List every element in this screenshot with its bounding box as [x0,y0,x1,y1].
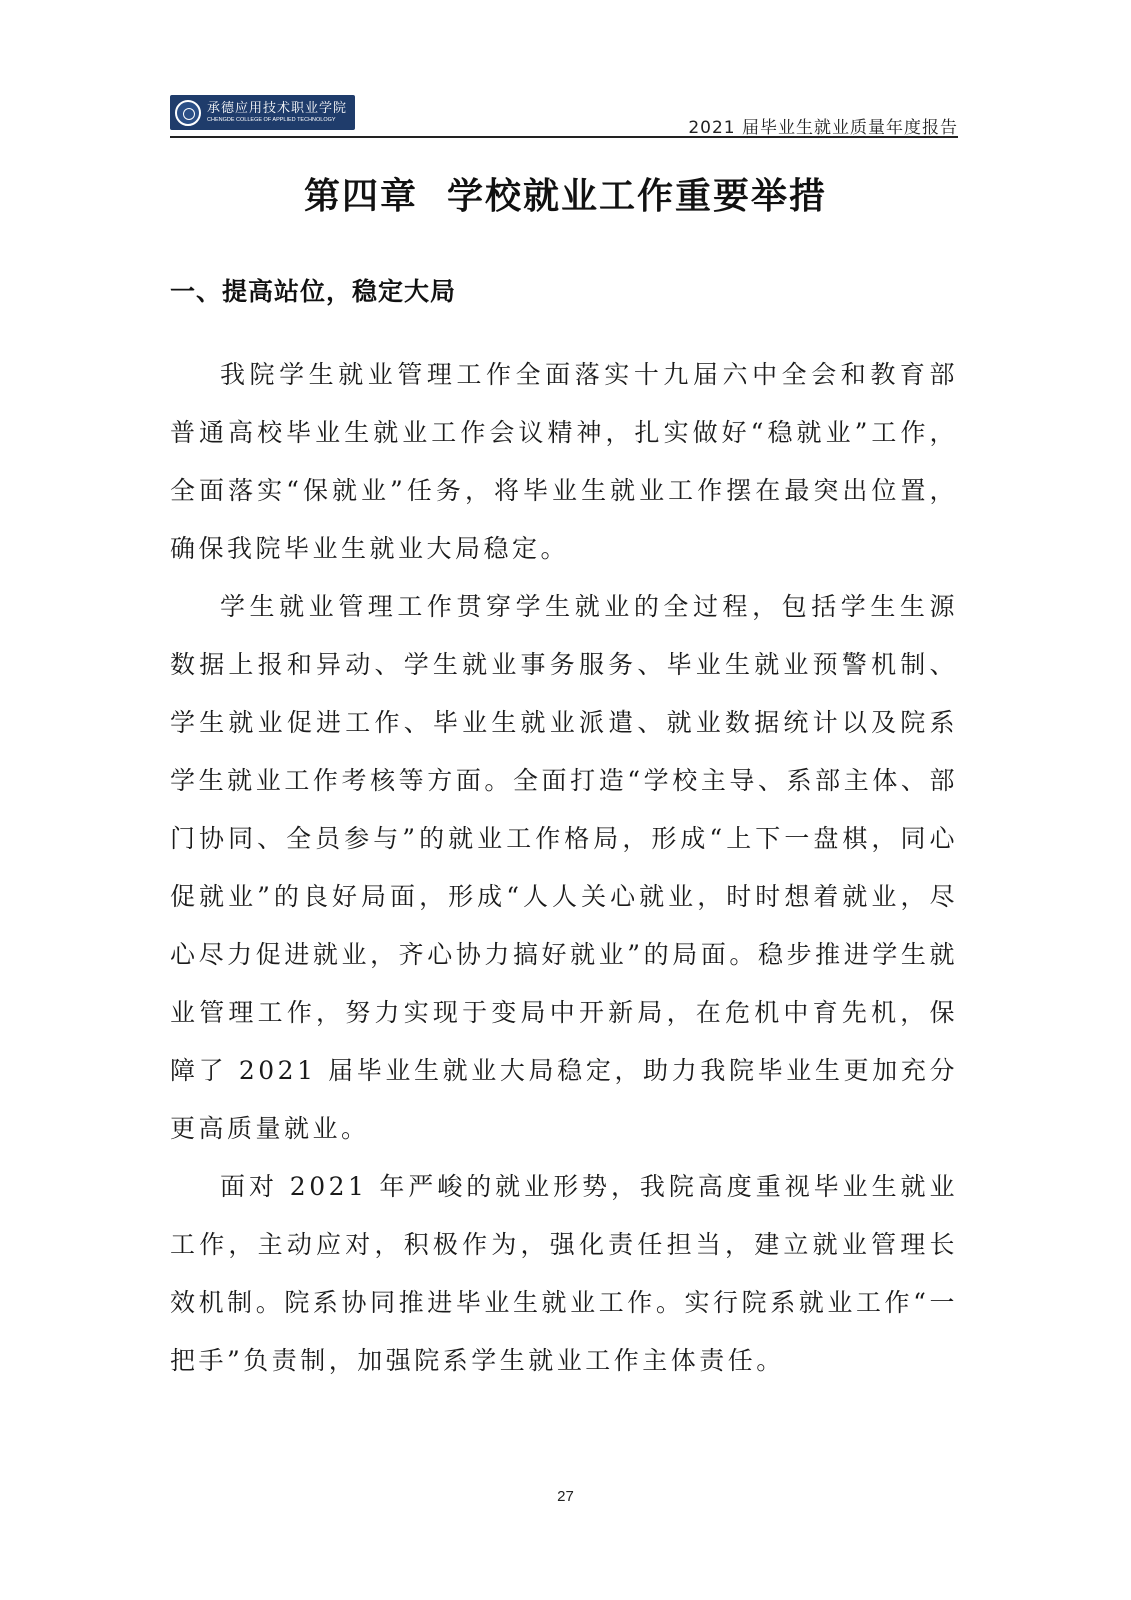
chapter-title: 第四章 学校就业工作重要举措 [303,176,828,217]
college-seal-icon [175,100,201,126]
logo-text [207,102,347,124]
logo-english-name: CHENGDE COLLEGE OF APPLIED TECHNOLOGY [207,116,336,123]
page-number: 27 [557,1488,574,1505]
page-header [170,95,958,138]
section-heading: 一、提高站位，稳定大局 [170,277,457,306]
header-divider [170,136,958,138]
college-logo [170,95,355,130]
paragraph: 面对 2021 年严峻的就业形势，我院高度重视毕业生就业工作，主动应对，积极作为，强化责任担当，建立就业管理长效机制。院系协同推进毕业生就业工作。实行院系就业工作“一把手”负责制，加强院系学生就业工作主体责任。 [170,1172,958,1375]
paragraph: 学生就业管理工作贯穿学生就业的全过程，包括学生生源数据上报和异动、学生就业事务服务、毕业生就业预警机制、学生就业促进工作、毕业生就业派遣、就业数据统计以及院系学生就业工作考核等方面。全面打造“学校主导、系部主体、部门协同、全员参与”的就业工作格局，形成“上下一盘棋，同心促就业”的良好局面，形成“人人关心就业，时时想着就业，尽心尽力促进就业，齐心协力搞好就业”的局面。稳步推进学生就业管理工作，努力实现于变局中开新局，在危机中育先机，保障了 2021 届毕业生就业大局稳定，助力我院毕业生更加充分更高质量就业。 [170,592,958,1143]
paragraph: 我院学生就业管理工作全面落实十九届六中全会和教育部普通高校毕业生就业工作会议精神，扎实做好“稳就业”工作，全面落实“保就业”任务，将毕业生就业工作摆在最突出位置，确保我院毕业生就业大局稳定。 [170,360,958,563]
report-title: 2021 届毕业生就业质量年度报告 [688,118,958,138]
logo-chinese-name: 承德应用技术职业学院 [207,100,348,116]
body-text [170,346,958,1390]
